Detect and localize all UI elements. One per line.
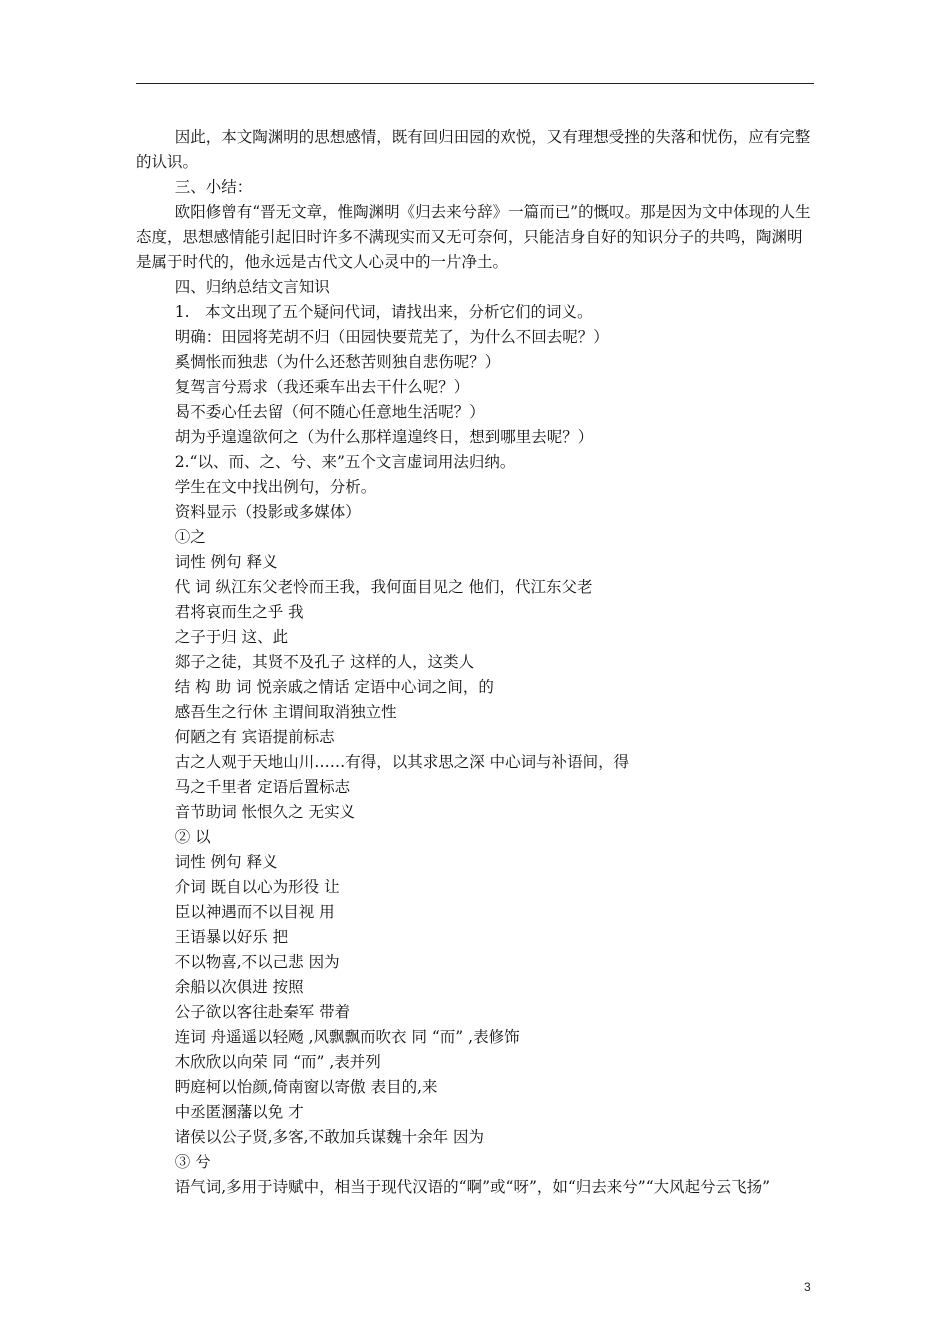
paragraph: 马之千里者 定语后置标志 xyxy=(174,778,351,796)
paragraph: 2.“以、而、之、兮、来”五个文言虚词用法归纳。 xyxy=(174,453,516,471)
paragraph: 眄庭柯以怡颜,倚南窗以寄傲 表目的,来 xyxy=(174,1078,438,1096)
paragraph: 何陋之有 宾语提前标志 xyxy=(174,728,335,746)
paragraph: ② 以 xyxy=(174,828,211,846)
paragraph: 四、归纳总结文言知识 xyxy=(174,278,330,296)
paragraph: 木欣欣以向荣 同 “而” ,表并列 xyxy=(174,1053,381,1071)
paragraph: 王语暴以好乐 把 xyxy=(174,928,289,946)
paragraph: 三、小结： xyxy=(174,178,253,196)
paragraph: 代 词 纵江东父老怜而王我，我何面目见之 他们，代江东父老 xyxy=(174,578,593,596)
paragraph: 诸侯以公子贤,多客,不敢加兵谋魏十余年 因为 xyxy=(174,1128,485,1146)
paragraph: 臣以神遇而不以目视 用 xyxy=(174,903,335,921)
paragraph: 君将哀而生之乎 我 xyxy=(174,603,304,621)
paragraph: 词性 例句 释义 xyxy=(174,553,278,571)
paragraph: ①之 xyxy=(174,528,206,546)
paragraph: 之子于归 这、此 xyxy=(174,628,289,646)
paragraph: 胡为乎遑遑欲何之（为什么那样遑遑终日，想到哪里去呢？） xyxy=(174,428,594,446)
paragraph: 学生在文中找出例句，分析。 xyxy=(174,478,377,496)
paragraph: 郯子之徒，其贤不及孔子 这样的人，这类人 xyxy=(174,653,475,671)
paragraph: 复驾言兮焉求（我还乘车出去干什么呢？） xyxy=(174,378,470,396)
paragraph: 词性 例句 释义 xyxy=(174,853,278,871)
paragraph: 公子欲以客往赴秦军 带着 xyxy=(174,1003,351,1021)
paragraph: 感吾生之行休 主谓间取消独立性 xyxy=(174,703,397,721)
document-body xyxy=(136,125,814,1200)
paragraph: 古之人观于天地山川……有得，以其求思之深 中心词与补语间，得 xyxy=(174,753,630,771)
paragraph: 明确：田园将芜胡不归（田园快要荒芜了，为什么不回去呢？） xyxy=(174,328,609,346)
paragraph: 欧阳修曾有“晋无文章，惟陶渊明《归去来兮辞》一篇而已”的慨叹。那是因为文中体现的人生态度，思想感情能引起旧时许多不满现实而又无可奈何，只能洁身自好的知识分子的共鸣，陶渊明是属于时代的，他永远是古代文人心灵中的一片净土。 xyxy=(136,203,811,271)
paragraph: ③ 兮 xyxy=(174,1153,211,1171)
paragraph: 音节助词 怅恨久之 无实义 xyxy=(174,803,356,821)
paragraph: 曷不委心任去留（何不随心任意地生活呢？） xyxy=(174,403,485,421)
paragraph: 介词 既自以心为形役 让 xyxy=(174,878,340,896)
paragraph: 资料显示（投影或多媒体） xyxy=(174,503,361,521)
paragraph: 语气词,多用于诗赋中，相当于现代汉语的“啊”或“呀”，如“归去来兮”“大风起兮云飞扬” xyxy=(174,1178,771,1196)
paragraph: 因此，本文陶渊明的思想感情，既有回归田园的欢悦，又有理想受挫的失落和忧伤，应有完整的认识。 xyxy=(136,128,811,171)
header-rule xyxy=(136,83,814,84)
paragraph: 中丞匿溷藩以免 才 xyxy=(174,1103,304,1121)
paragraph: 不以物喜,不以己悲 因为 xyxy=(174,953,340,971)
paragraph: 余船以次俱进 按照 xyxy=(174,978,304,996)
paragraph: 1. 本文出现了五个疑问代词，请找出来，分析它们的词义。 xyxy=(174,303,593,321)
page-number: 3 xyxy=(804,1280,811,1294)
paragraph: 连词 舟遥遥以轻飏 ,风飘飘而吹衣 同 “而” ,表修饰 xyxy=(174,1028,520,1046)
paragraph: 奚惆怅而独悲（为什么还愁苦则独自悲伤呢？） xyxy=(174,353,501,371)
paragraph: 结 构 助 词 悦亲戚之情话 定语中心词之间，的 xyxy=(174,678,494,696)
